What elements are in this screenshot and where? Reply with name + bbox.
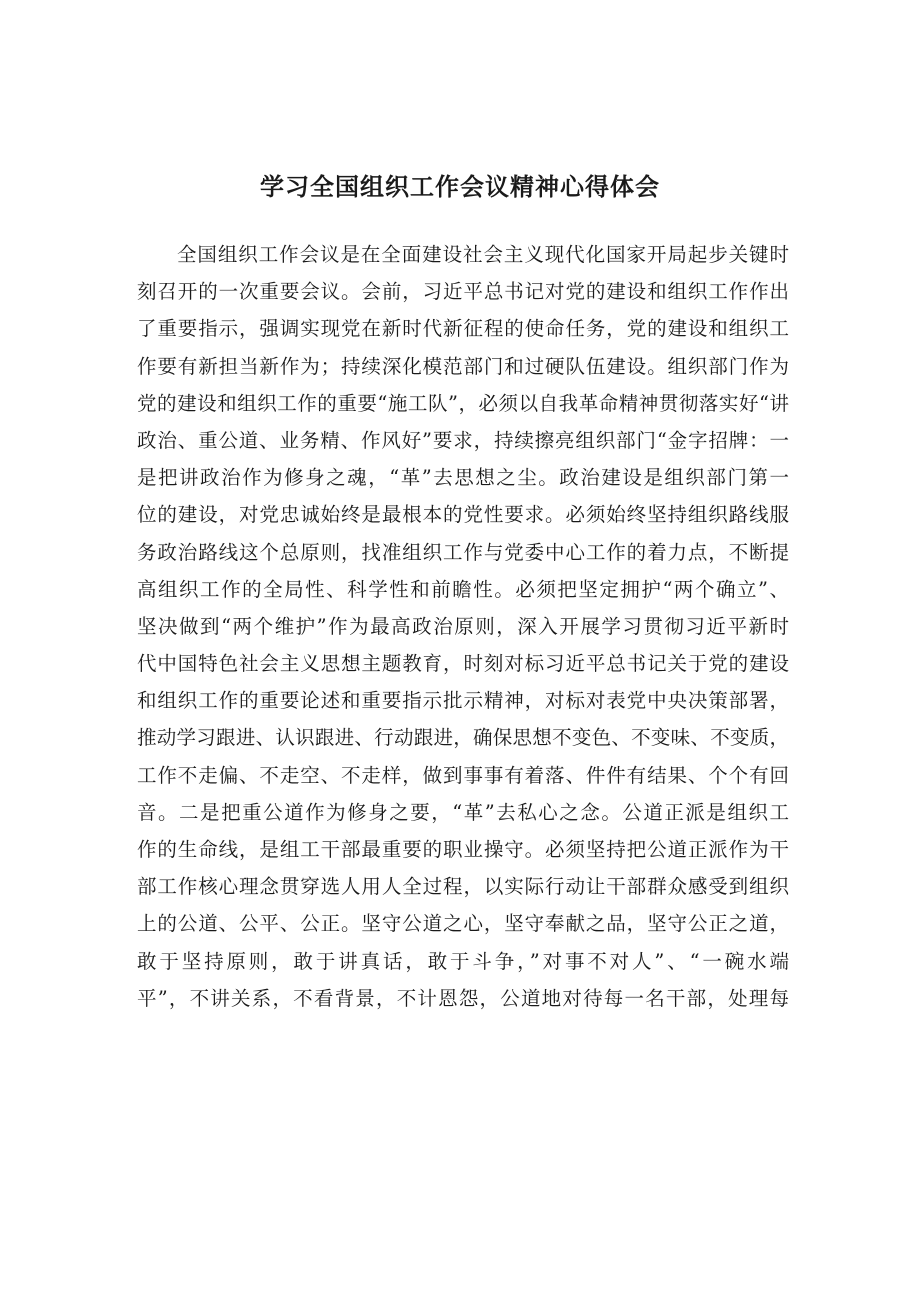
body-line: 和组织工作的重要论述和重要指示批示精神，对标对表党中央决策部署，	[137, 689, 789, 713]
body-line: 作要有新担当新作为；持续深化模范部门和过硬队伍建设。组织部门作为	[137, 354, 789, 378]
body-line: 了重要指示，强调实现党在新时代新征程的使命任务，党的建设和组织工	[137, 317, 789, 341]
body-line: 位的建设，对党忠诚始终是最根本的党性要求。必须始终坚持组织路线服	[137, 503, 789, 527]
body-line: 务政治路线这个总原则，找准组织工作与党委中心工作的着力点，不断提	[137, 540, 789, 564]
body-line: 政治、重公道、业务精、作风好”要求，持续擦亮组织部门“金字招牌：一	[137, 428, 789, 452]
document-title: 学习全国组织工作会议精神心得体会	[260, 173, 660, 201]
body-line: 推动学习跟进、认识跟进、行动跟进，确保思想不变色、不变味、不变质，	[137, 726, 789, 750]
body-line: 部工作核心理念贯穿选人用人全过程，以实际行动让干部群众感受到组织	[137, 875, 789, 899]
body-line: 是把讲政治作为修身之魂，“革”去思想之尘。政治建设是组织部门第一	[137, 466, 789, 490]
body-line: 坚决做到“两个维护”作为最高政治原则，深入开展学习贯彻习近平新时	[137, 614, 789, 638]
body-line: 党的建设和组织工作的重要“施工队”，必须以自我革命精神贯彻落实好“讲	[137, 391, 789, 415]
body-line: 音。二是把重公道作为修身之要，“革”去私心之念。公道正派是组织工	[137, 800, 789, 824]
body-line: 敢于坚持原则，敢于讲真话，敢于斗争，”对事不对人”、“一碗水端	[137, 949, 789, 973]
body-line: 平”，不讲关系，不看背景，不计恩怨，公道地对待每一名干部，处理每	[137, 986, 789, 1010]
body-line: 全国组织工作会议是在全面建设社会主义现代化国家开局起步关键时	[177, 243, 789, 266]
body-line: 刻召开的一次重要会议。会前，习近平总书记对党的建设和组织工作作出	[137, 280, 789, 304]
body-line: 上的公道、公平、公正。坚守公道之心，坚守奉献之品，坚守公正之道，	[137, 912, 789, 936]
body-line: 高组织工作的全局性、科学性和前瞻性。必须把坚定拥护“两个确立”、	[137, 577, 789, 601]
body-line: 代中国特色社会主义思想主题教育，时刻对标习近平总书记关于党的建设	[137, 652, 789, 676]
body-line: 作的生命线，是组工干部最重要的职业操守。必须坚持把公道正派作为干	[137, 838, 789, 861]
body-line: 工作不走偏、不走空、不走样，做到事事有着落、件件有结果、个个有回	[137, 763, 789, 787]
document-body	[137, 236, 789, 1017]
